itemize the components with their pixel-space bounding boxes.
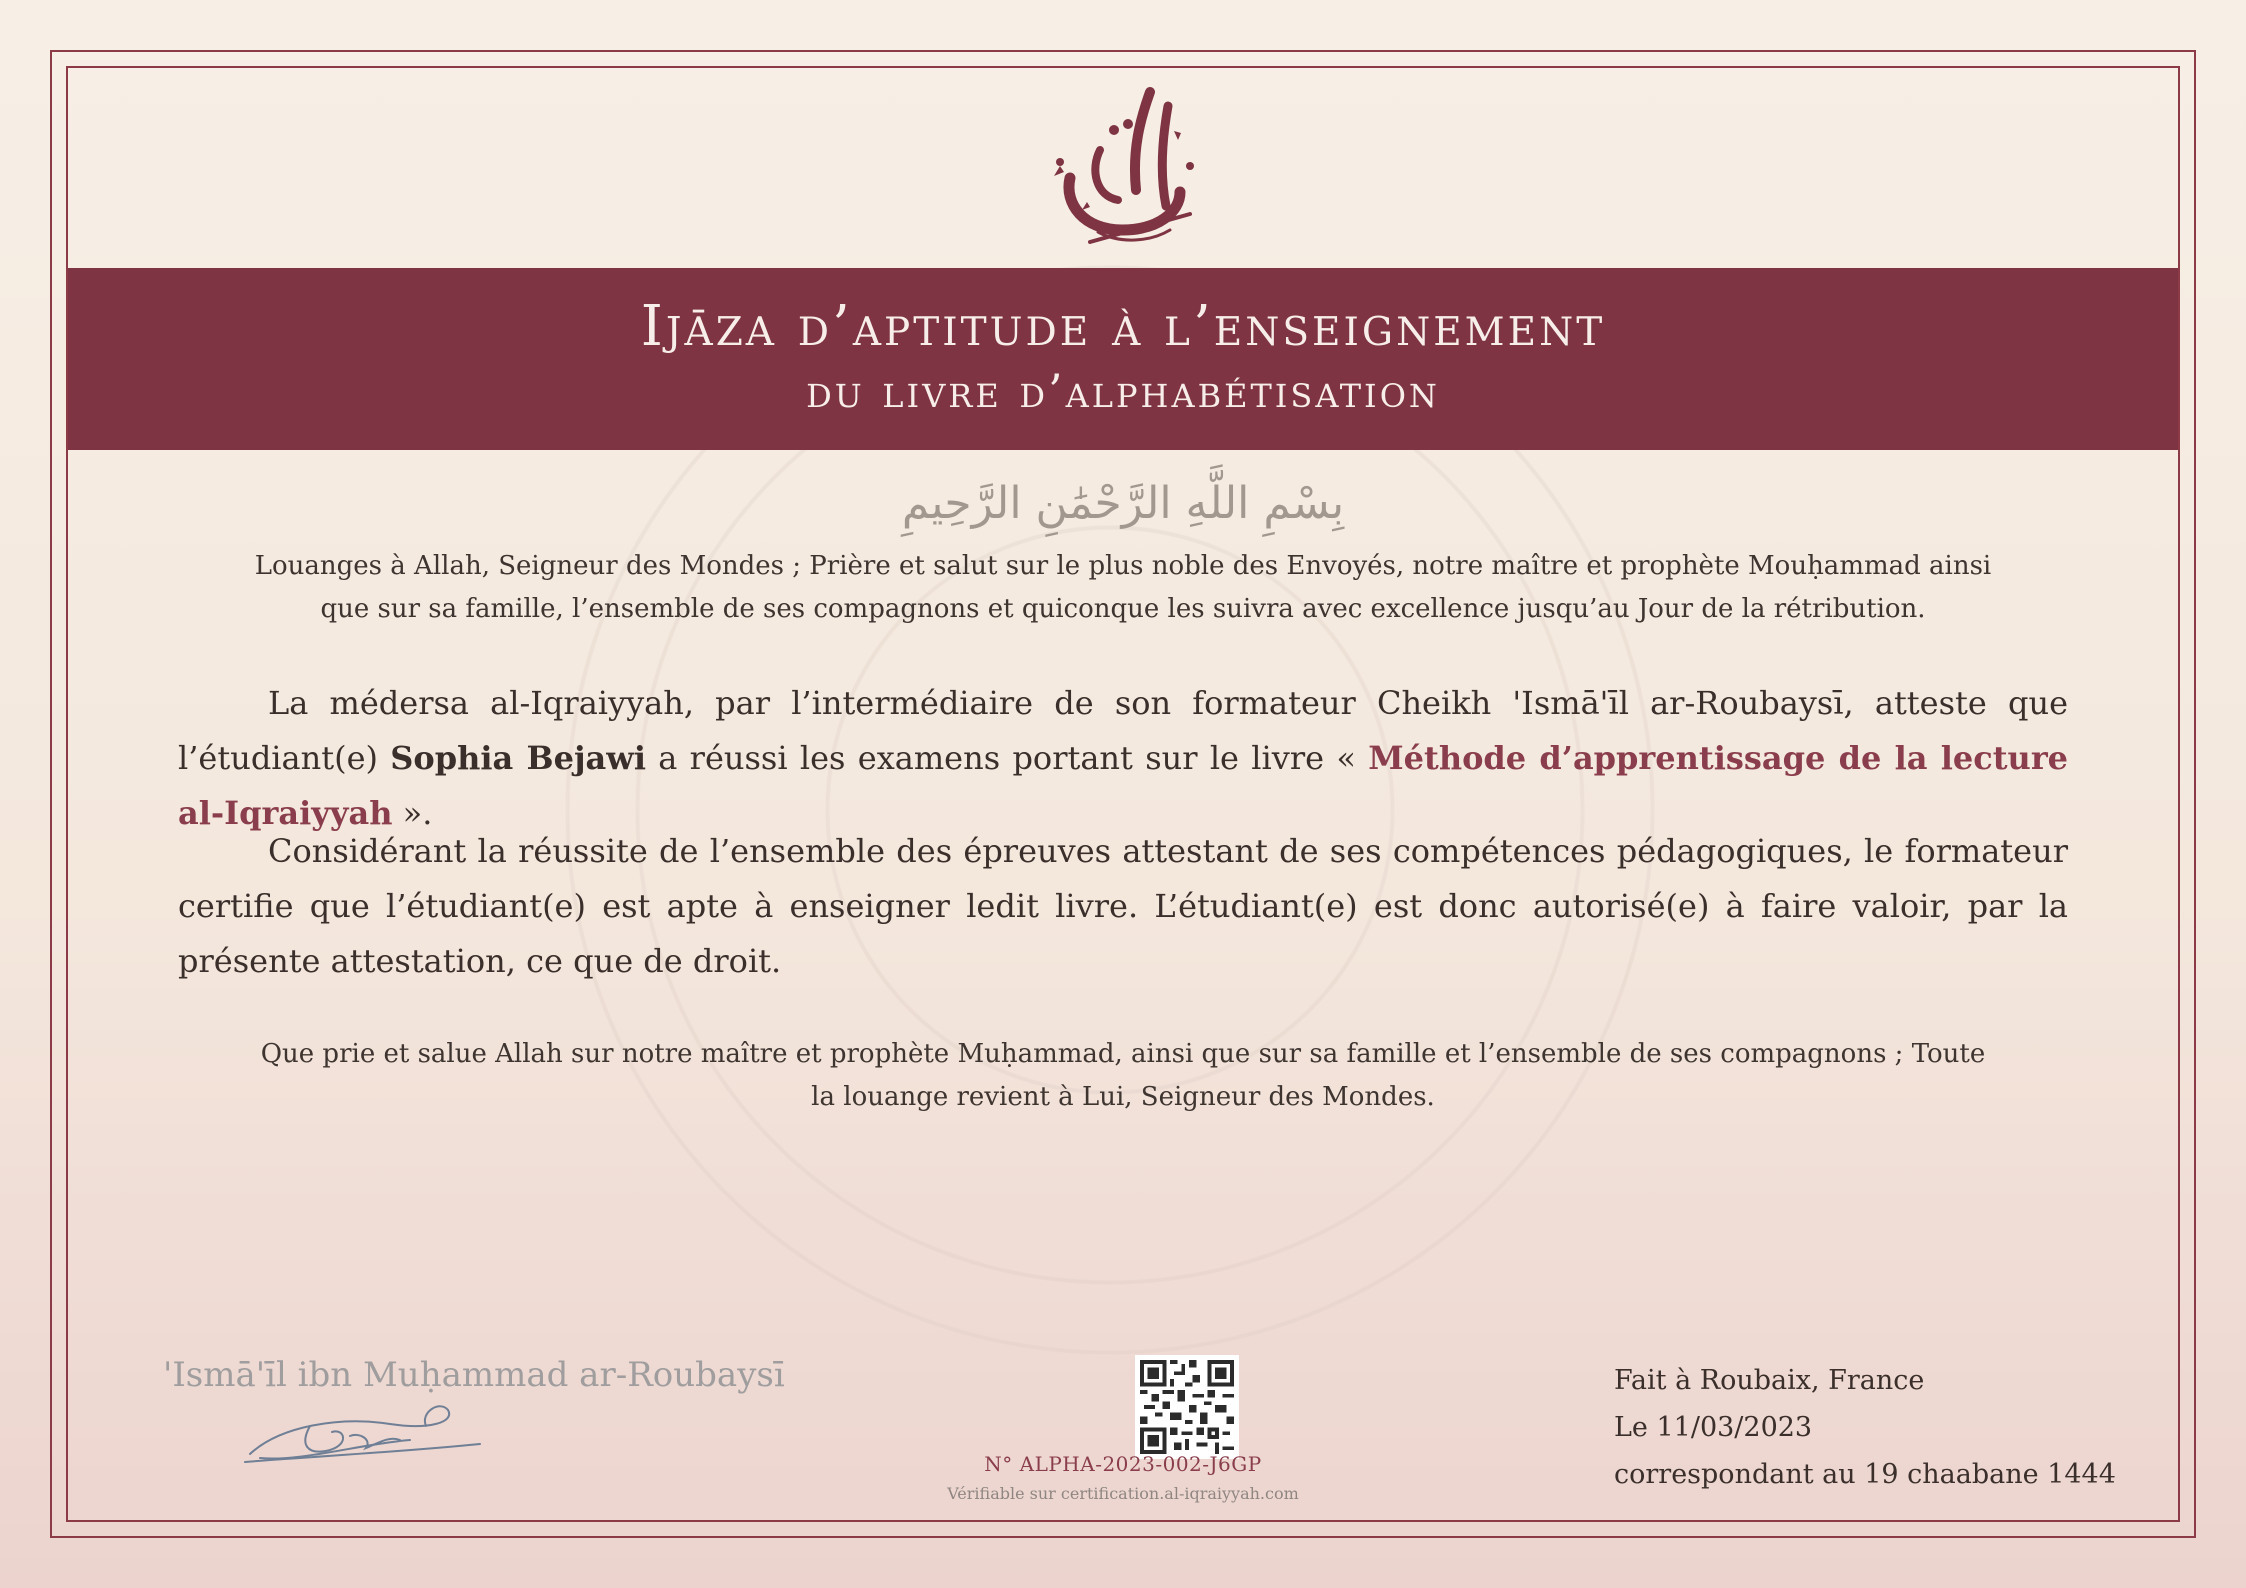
basmala: بِسْمِ اللَّهِ الرَّحْمَٰنِ الرَّحِيمِ xyxy=(901,478,1345,529)
closing-invocation: Que prie et salue Allah sur notre maître et prophète Muḥammad, ainsi que sur sa famille et l’ensemble de ses compagnons ; Toute la louange revient à Lui, Seigneur des Mondes. xyxy=(260,1039,1986,1112)
attestation-exam-text: a réussi les examens portant sur le livre « xyxy=(645,739,1369,777)
opening-invocation: Louanges à Allah, Seigneur des Mondes ; Prière et salut sur le plus noble des Envoyés, notre maître et prophète Mouḥammad ainsi que sur sa famille, l’ensemble de ses compagnons et quiconque les suivra avec excellence jusqu’au Jour de la rétribution. xyxy=(254,551,1992,624)
issue-date: Le 11/03/2023 xyxy=(1614,1412,1813,1443)
student-name: Sophia Bejawi xyxy=(390,739,646,777)
attestation-paragraph xyxy=(178,676,2068,841)
authorization-paragraph: Considérant la réussite de l’ensemble des épreuves attestant de ses compétences pédagogiques, le formateur certifie que l’étudiant(e) est apte à enseigner ledit livre. L’étudiant(e) est donc autorisé(e) à faire valoir, par la présente attestation, ce que de droit. xyxy=(178,832,2068,980)
book-title: Méthode d’apprentissage de la lecture al-Iqraiyyah xyxy=(178,739,2069,832)
certificate-title: Ijāza d’aptitude à l’enseignement xyxy=(640,294,1606,359)
iqraiyyah-logo-icon xyxy=(1040,80,1205,252)
attestation-intro-text: La médersa al-Iqraiyyah, par l’intermédiaire de son formateur Cheikh 'Ismā'īl ar-Roubaysī, atteste que l’étudiant(e) xyxy=(178,684,2068,777)
title-banner xyxy=(68,268,2178,450)
attestation-closing: ». xyxy=(392,794,433,832)
issue-place: Fait à Roubaix, France xyxy=(1614,1365,1925,1396)
signer-name: 'Ismā'īl ibn Muḥammad ar-Roubaysī xyxy=(163,1355,785,1395)
certificate-number: N° ALPHA-2023-002-J6GP xyxy=(984,1452,1262,1476)
issue-place-date xyxy=(1614,1357,2116,1498)
qr-code-icon[interactable] xyxy=(1135,1355,1239,1459)
certificate-subtitle: du livre d’alphabétisation xyxy=(806,364,1440,418)
verification-text: Vérifiable sur certification.al-iqraiyyah.com xyxy=(947,1484,1299,1503)
hijri-date: correspondant au 19 chaabane 1444 xyxy=(1614,1459,2116,1490)
